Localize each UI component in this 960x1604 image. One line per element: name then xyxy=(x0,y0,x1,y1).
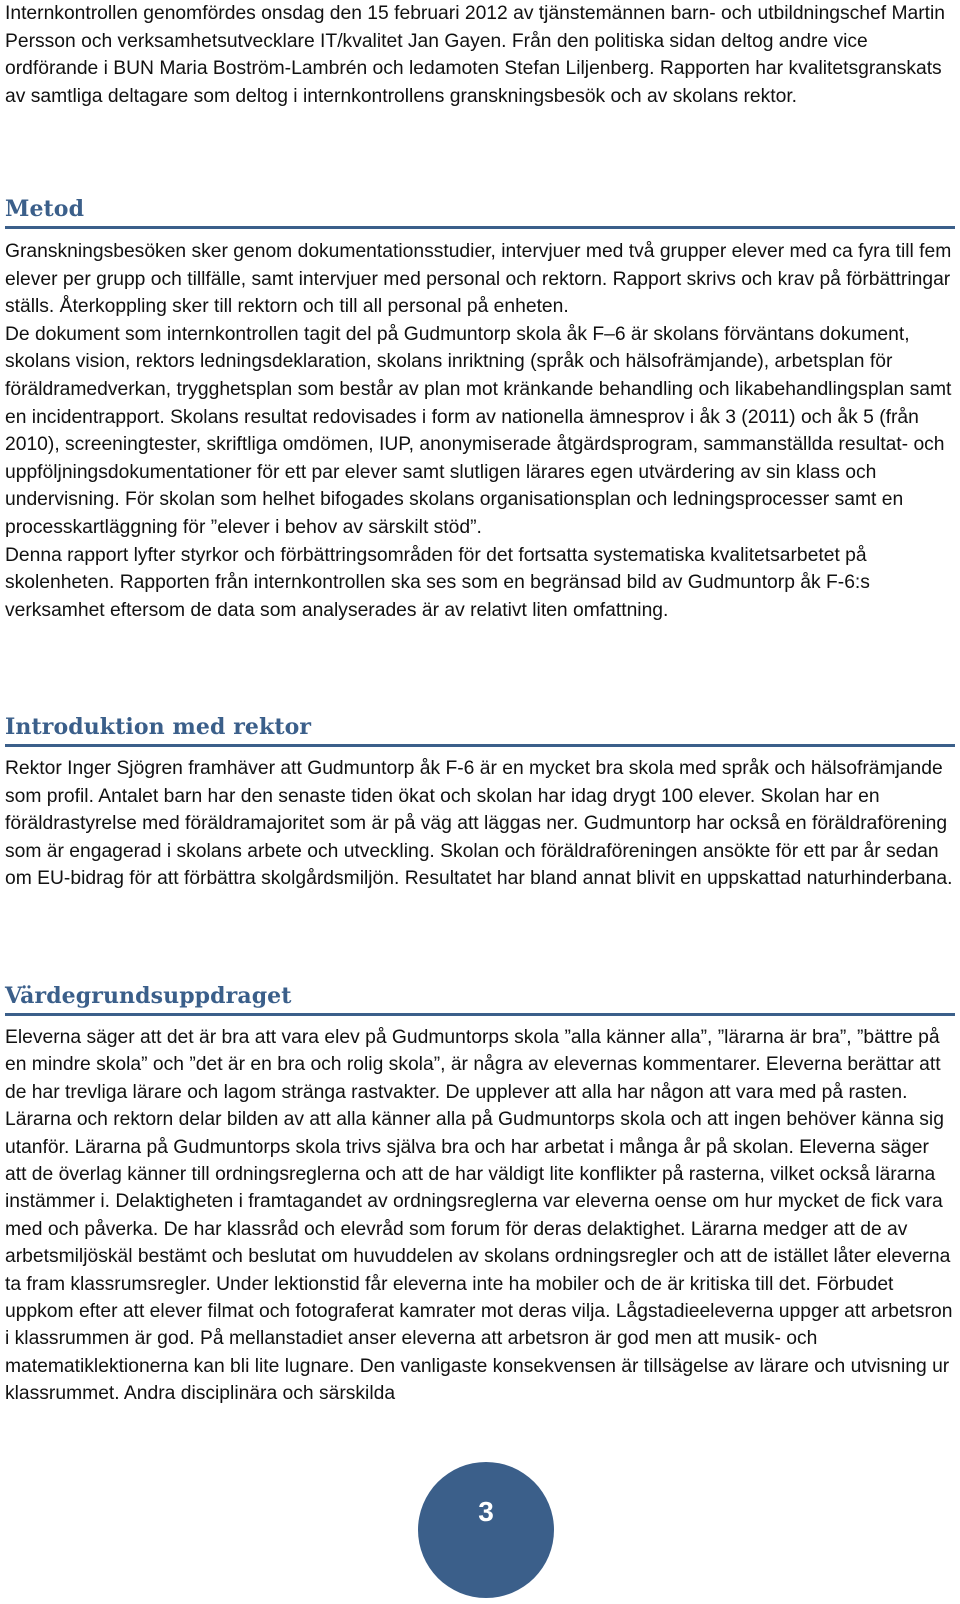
introduktion-heading: Introduktion med rektor xyxy=(5,714,955,747)
vardegrund-section-body xyxy=(5,1024,955,1408)
vardegrund-section-header xyxy=(5,983,955,1016)
metod-paragraph-1: Granskningsbesöken sker genom dokumentationsstudier, intervjuer med två grupper elever med ca fyra till fem elever per grupp och tillfälle, samt intervjuer med personal och rektorn. Rapport skrivs och krav på förbättringar ställs. Återkoppling sker till rektorn och till all personal på enheten. xyxy=(5,241,952,318)
page-number-badge: 3 xyxy=(418,1462,554,1598)
metod-section-body xyxy=(5,238,955,624)
introduktion-section-body xyxy=(5,755,955,893)
metod-paragraph-3: Denna rapport lyfter styrkor och förbättringsområden för det fortsatta systematiska kvalitetsarbetet på skolenheten. Rapporten från internkontrollen ska ses som en begränsad bild av Gudmuntorp åk F-6:s verksamhet eftersom de data som analyserades är av relativt liten omfattning. xyxy=(5,544,870,621)
intro-paragraph: Internkontrollen genomfördes onsdag den 15 februari 2012 av tjänstemännen barn- och utbildningschef Martin Persson och verksamhetsutvecklare IT/kvalitet Jan Gayen. Från den politiska sidan deltog andre vice ordförande i BUN Maria Boström-Lambrén och ledamoten Stefan Liljenberg. Rapporten har kvalitetsgranskats av samtliga deltagare som deltog i internkontrollens granskningsbesök och av skolans rektor. xyxy=(5,3,946,107)
metod-paragraph-2: De dokument som internkontrollen tagit del på Gudmuntorp skola åk F–6 är skolans förväntans dokument, skolans vision, rektors ledningsdeklaration, skolans inriktning (språk och hälsofrämjande), arbetsplan för föräldramedverkan, trygghetsplan som består av plan mot kränkande behandling och likabehandlingsplan samt en incidentrapport. Skolans resultat redovisades i form av nationella ämnesprov i åk 3 (2011) och åk 5 (från 2010), screeningtester, skriftliga omdömen, IUP, anonymiserade åtgärdsprogram, sammanställda resultat- och uppföljningsdokumentationer för ett par elever samt slutligen lärares egen utvärdering av sin klass och undervisning. För skolan som helhet bifogades skolans organisationsplan och ledningsprocesser samt en processkartläggning för ”elever i behov av särskilt stöd”. xyxy=(5,323,952,538)
metod-section-header xyxy=(5,196,955,229)
vardegrund-heading: Värdegrundsuppdraget xyxy=(5,983,955,1016)
introduktion-section-header xyxy=(5,714,955,747)
vardegrund-paragraph: Eleverna säger att det är bra att vara elev på Gudmuntorps skola ”alla känner alla”, ”lärarna är bra”, ”bättre på en mindre skola” och ”det är en bra och rolig skola”, är några av elevernas kommentarer. Eleverna berättar att de har trevliga lärare och lagom stränga rastvakter. De upplever att alla har någon att vara med på rasten. Lärarna och rektorn delar bilden av att alla känner alla på Gudmuntorps skola och att ingen behöver känna sig utanför. Lärarna på Gudmuntorps skola trivs själva bra och har arbetat i många år på skolan. Eleverna säger att de överlag känner till ordningsreglerna och att de har väldigt lite konflikter på rasterna, vilket också lärarna instämmer i. Delaktigheten i framtagandet av ordningsreglerna var eleverna oense om hur mycket de fick vara med och påverka. De har klassråd och elevråd som forum för deras delaktighet. Lärarna medger att de av arbetsmiljöskäl bestämt och beslutat om huvuddelen av skolans ordningsregler och att de istället låter eleverna ta fram klassrumsregler. Under lektionstid får eleverna inte ha mobiler och de är kritiska till det. Förbudet uppkom efter att elever filmat och fotograferat kamrater mot deras vilja. Lågstadieeleverna uppger att arbetsron i klassrummen är god. På mellanstadiet anser eleverna att arbetsron är god men att musik- och matematiklektionerna kan bli lite lugnare. Den vanligaste konsekvensen är tillsägelse av lärare och utvisning ur klassrummet. Andra disciplinära och särskilda xyxy=(5,1027,953,1405)
metod-heading: Metod xyxy=(5,196,955,229)
introduktion-paragraph: Rektor Inger Sjögren framhäver att Gudmuntorp åk F-6 är en mycket bra skola med språk och hälsofrämjande som profil. Antalet barn har den senaste tiden ökat och skolan har idag drygt 100 elever. Skolan har en föräldrastyrelse med föräldramajoritet som är på väg att läggas ner. Gudmuntorp har också en föräldraförening som är engagerad i skolans arbete och utveckling. Skolan och föräldraföreningen ansökte för ett par år sedan om EU-bidrag för att förbättra skolgårdsmiljön. Resultatet har bland annat blivit en uppskattad naturhinderbana. xyxy=(5,758,953,890)
intro-section xyxy=(5,0,955,110)
